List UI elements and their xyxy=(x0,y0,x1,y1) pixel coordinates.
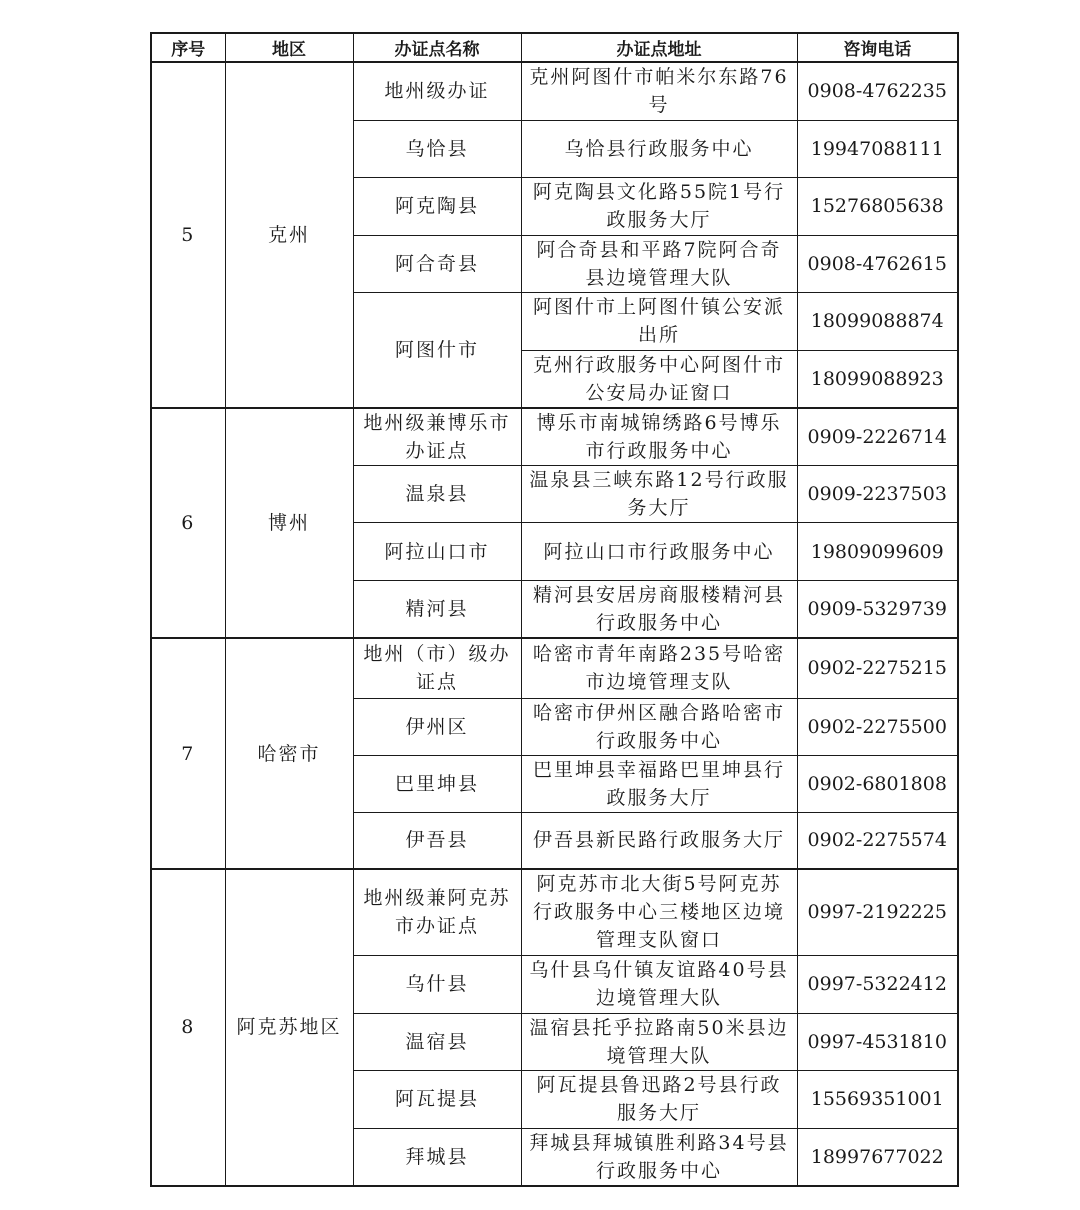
region-cell: 阿克苏地区 xyxy=(225,869,353,1186)
phone-cell: 0902-2275215 xyxy=(797,638,958,698)
table-row xyxy=(151,62,958,120)
service-office-table xyxy=(150,32,959,1187)
region-cell: 博州 xyxy=(225,408,353,639)
phone-cell: 0902-6801808 xyxy=(797,755,958,812)
seq-cell: 7 xyxy=(151,638,225,869)
office-name-cell: 乌什县 xyxy=(353,955,521,1013)
office-address-cell: 温宿县托乎拉路南50米县边境管理大队 xyxy=(521,1013,797,1070)
office-address-cell: 阿克陶县文化路55院1号行政服务大厅 xyxy=(521,177,797,235)
office-address-cell: 伊吾县新民路行政服务大厅 xyxy=(521,812,797,869)
phone-cell: 15276805638 xyxy=(797,177,958,235)
office-name-cell: 巴里坤县 xyxy=(353,755,521,812)
office-address-cell: 拜城县拜城镇胜利路34号县行政服务中心 xyxy=(521,1128,797,1186)
office-address-cell: 阿克苏市北大街5号阿克苏行政服务中心三楼地区边境管理支队窗口 xyxy=(521,869,797,955)
office-address-cell: 阿合奇县和平路7院阿合奇县边境管理大队 xyxy=(521,235,797,292)
phone-cell: 19947088111 xyxy=(797,120,958,177)
phone-cell: 18997677022 xyxy=(797,1128,958,1186)
phone-cell: 0997-5322412 xyxy=(797,955,958,1013)
office-name-cell: 地州（市）级办证点 xyxy=(353,638,521,698)
office-name-cell: 地州级兼阿克苏市办证点 xyxy=(353,869,521,955)
office-address-cell: 阿拉山口市行政服务中心 xyxy=(521,523,797,581)
office-name-cell: 阿合奇县 xyxy=(353,235,521,292)
phone-cell: 15569351001 xyxy=(797,1070,958,1128)
office-name-cell: 乌恰县 xyxy=(353,120,521,177)
phone-cell: 0909-5329739 xyxy=(797,581,958,639)
phone-cell: 18099088874 xyxy=(797,292,958,350)
header-office-address: 办证点地址 xyxy=(521,33,797,62)
region-cell: 哈密市 xyxy=(225,638,353,869)
office-name-cell: 地州级办证 xyxy=(353,62,521,120)
office-name-cell: 地州级兼博乐市办证点 xyxy=(353,408,521,466)
office-name-cell: 拜城县 xyxy=(353,1128,521,1186)
office-address-cell: 克州阿图什市帕米尔东路76号 xyxy=(521,62,797,120)
office-name-cell: 精河县 xyxy=(353,581,521,639)
header-office-name: 办证点名称 xyxy=(353,33,521,62)
office-address-cell: 博乐市南城锦绣路6号博乐市行政服务中心 xyxy=(521,408,797,466)
phone-cell: 0909-2226714 xyxy=(797,408,958,466)
office-address-cell: 精河县安居房商服楼精河县行政服务中心 xyxy=(521,581,797,639)
table-row xyxy=(151,638,958,698)
table-row xyxy=(151,869,958,955)
office-address-cell: 哈密市青年南路235号哈密市边境管理支队 xyxy=(521,638,797,698)
office-name-cell: 伊州区 xyxy=(353,698,521,755)
phone-cell: 19809099609 xyxy=(797,523,958,581)
region-cell: 克州 xyxy=(225,62,353,408)
phone-cell: 0908-4762235 xyxy=(797,62,958,120)
phone-cell: 0908-4762615 xyxy=(797,235,958,292)
office-address-cell: 阿瓦提县鲁迅路2号县行政服务大厅 xyxy=(521,1070,797,1128)
phone-cell: 0997-2192225 xyxy=(797,869,958,955)
phone-cell: 0997-4531810 xyxy=(797,1013,958,1070)
office-name-cell: 温泉县 xyxy=(353,466,521,523)
table-row xyxy=(151,408,958,466)
header-region: 地区 xyxy=(225,33,353,62)
seq-cell: 8 xyxy=(151,869,225,1186)
office-name-cell: 阿瓦提县 xyxy=(353,1070,521,1128)
phone-cell: 0909-2237503 xyxy=(797,466,958,523)
office-address-cell: 克州行政服务中心阿图什市公安局办证窗口 xyxy=(521,350,797,408)
office-address-cell: 乌恰县行政服务中心 xyxy=(521,120,797,177)
phone-cell: 18099088923 xyxy=(797,350,958,408)
phone-cell: 0902-2275574 xyxy=(797,812,958,869)
office-address-cell: 哈密市伊州区融合路哈密市行政服务中心 xyxy=(521,698,797,755)
office-name-cell: 温宿县 xyxy=(353,1013,521,1070)
office-name-cell: 阿图什市 xyxy=(353,292,521,408)
office-address-cell: 阿图什市上阿图什镇公安派出所 xyxy=(521,292,797,350)
office-name-cell: 阿拉山口市 xyxy=(353,523,521,581)
office-address-cell: 乌什县乌什镇友谊路40号县边境管理大队 xyxy=(521,955,797,1013)
seq-cell: 5 xyxy=(151,62,225,408)
office-address-cell: 巴里坤县幸福路巴里坤县行政服务大厅 xyxy=(521,755,797,812)
header-phone: 咨询电话 xyxy=(797,33,958,62)
seq-cell: 6 xyxy=(151,408,225,639)
office-name-cell: 阿克陶县 xyxy=(353,177,521,235)
office-name-cell: 伊吾县 xyxy=(353,812,521,869)
phone-cell: 0902-2275500 xyxy=(797,698,958,755)
office-address-cell: 温泉县三峡东路12号行政服务大厅 xyxy=(521,466,797,523)
table-header-row xyxy=(151,33,958,62)
header-seq: 序号 xyxy=(151,33,225,62)
